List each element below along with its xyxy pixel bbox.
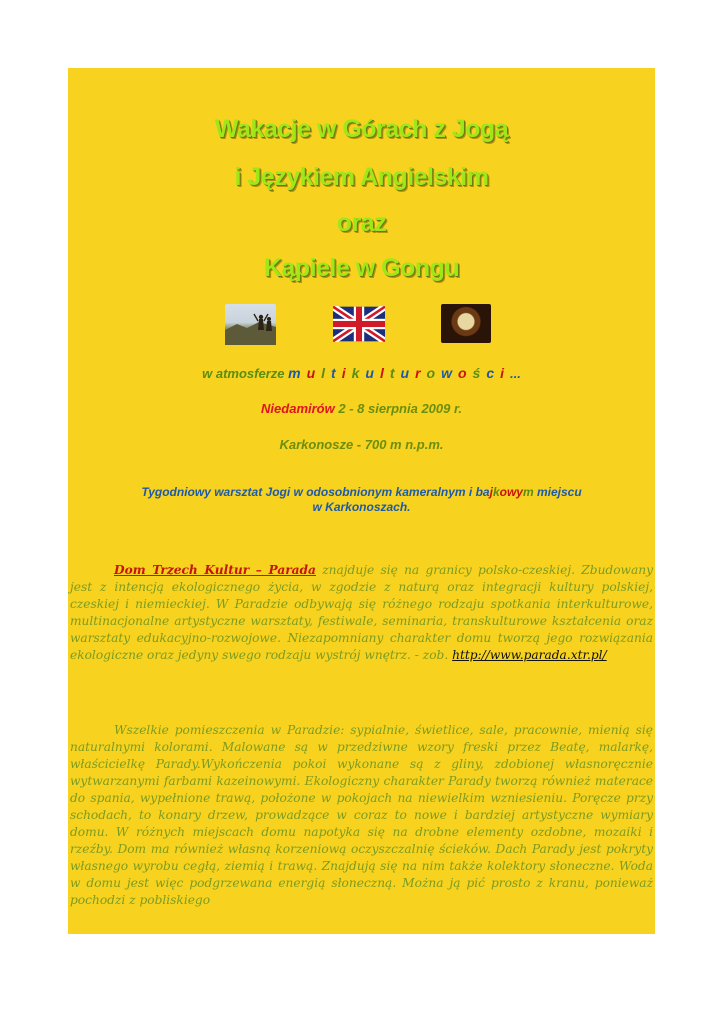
gong-photo [441,304,491,343]
workshop-letter-k: k [492,485,500,499]
multiculturalism-letter: k [351,365,366,381]
multiculturalism-letter: l [321,365,332,381]
multiculturalism-word [288,365,510,381]
workshop-letters-owy: owy [499,485,523,499]
multiculturalism-letter: r [415,365,427,381]
multiculturalism-letter: o [457,365,473,381]
title-line-4: Kąpiele w Gongu [263,254,460,282]
multiculturalism-letter: l [379,365,390,381]
parada-highlight: Dom Trzech Kultur – Parada [114,563,316,577]
event-date-range: 2 - 8 sierpnia 2009 r. [338,401,462,416]
multiculturalism-letter: t [389,365,401,381]
title-line-1: Wakacje w Górach z Jogą [214,115,509,143]
multiculturalism-letter: u [306,365,322,381]
multiculturalism-letter: i [341,365,352,381]
workshop-text: Tygodniowy warsztat Jogi w odosobnionym kameralnym i ba [141,485,490,499]
atmosphere-line [68,365,655,381]
workshop-description [68,485,655,515]
multiculturalism-letter: ś [472,365,487,381]
multiculturalism-letter: o [426,365,442,381]
uk-flag-image [333,306,385,342]
workshop-letter-j: j [489,485,493,499]
event-dates [68,401,655,416]
paragraph-parada [70,562,653,664]
workshop-line-2: w Karkonoszach. [312,500,411,514]
parada-website-link[interactable]: http://www.parada.xtr.pl/ [452,648,607,662]
multiculturalism-letter: m [288,365,307,381]
event-place: Niedamirów [261,401,335,416]
paragraph-2-text: Wszelkie pomieszczenia w Paradzie: sypialnie, świetlice, sale, pracownie, mienią się naturalnymi kolorami. Malowane są w przedziwne wzory freski przez Beatę, malarkę, właścicielkę Parady.Wykończenia pokoi wykonane są z gliny, zdobionej własnoręcznie wytwarzanymi farbami kazeinowymi. Ekologiczny charakter Parady tworzą również materace do spania, wypełnione trawą, położone w pokojach na niewielkim wzniesieniu. Poręcze przy schodach, to konary drzew, prowadzące w coraz to nowe i bardziej artystyczne wymiary domu. W różnych miejscach domu napotyka się na drobne elementy ozdobne, mozaiki i rzeźby. Dom ma również własną korzeniową oczyszczalnię ścieków. Dach Parady jest pokryty własnego wyrobu cegłą, ziemią i trawą. Znajdują się na nim także kolektory słoneczne. Woda w domu jest więc podgrzewana energią słoneczną. Można ją pić prosto z kranu, ponieważ pochodzi z pobliskiego [70,723,653,907]
yoga-photo [225,304,276,345]
paragraph-rooms [70,722,653,909]
paragraph-1-text: znajduje się na granicy polsko-czeskiej. Zbudowany jest z intencją ekologicznego życia, w zgodzie z naturą oraz integracji kultury polskiej, czeskiej i niemieckiej. W Paradzie odbywają się różnego rodzaju spotkania interkulturowe, multinacjonalne artystyczne warsztaty, festiwale, seminaria, transkulturowe kształcenia oraz warsztaty edukacyjno-rozwojowe. Niezapomniany charakter domu tworzą jego rozwiązania ekologiczne oraz jedyny swego rodzaju wystrój wnętrz. - zob. [70,563,653,662]
multiculturalism-letter: u [400,365,416,381]
atmosphere-suffix: ... [510,366,521,381]
workshop-letter-m: m [522,485,534,499]
atmosphere-prefix: w atmosferze [202,366,285,381]
title-line-2: i Językiem Angielskim [234,163,489,191]
multiculturalism-letter: c [486,365,501,381]
multiculturalism-letter: w [441,365,458,381]
multiculturalism-letter: t [331,365,342,381]
event-location: Karkonosze - 700 m n.p.m. [279,437,444,452]
multiculturalism-letter: i [500,365,511,381]
workshop-text-end: miejscu [533,485,582,499]
title-line-3: oraz [336,209,387,237]
multiculturalism-letter: u [365,365,380,381]
document-page [68,68,655,934]
